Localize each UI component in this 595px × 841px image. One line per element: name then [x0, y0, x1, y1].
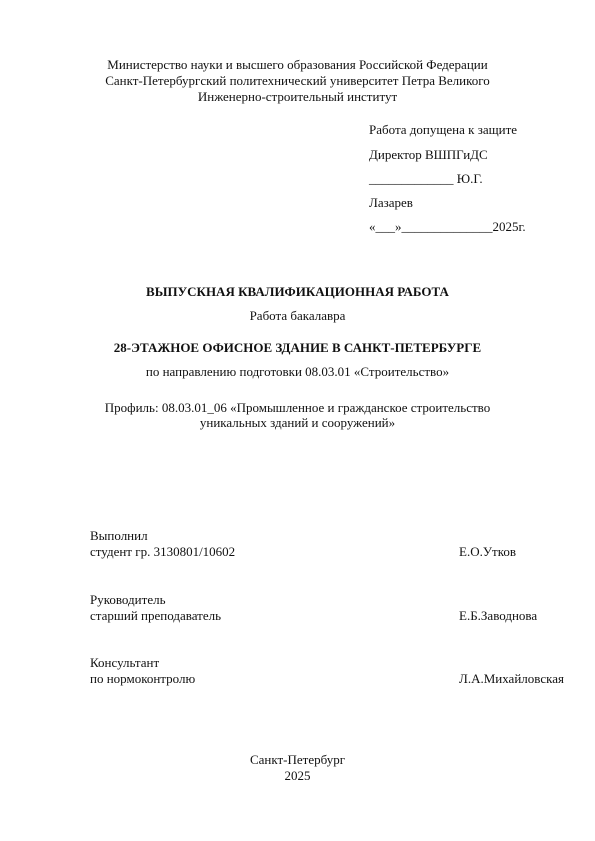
institute-name: Инженерно-строительный институт [197, 89, 398, 104]
profile-line-2: уникальных зданий и сооружений» [199, 415, 396, 430]
footer-city: Санкт-Петербург [249, 752, 346, 767]
signature-position: студент гр. 3130801/10602 [90, 544, 236, 559]
signature-role: Консультант [90, 655, 160, 670]
signature-name: Е.Б.Заводнова [459, 608, 538, 623]
approval-date-line: «___»______________2025г. [369, 219, 526, 234]
footer-year: 2025 [284, 768, 311, 783]
signature-position: старший преподаватель [90, 608, 222, 623]
approval-surname: Лазарев [369, 195, 413, 210]
approval-signature-line: _____________ Ю.Г. [369, 171, 483, 186]
ministry-name: Министерство науки и высшего образования Российской Федерации [107, 57, 488, 72]
approval-director: Директор ВШПГиДС [369, 147, 488, 162]
signature-name: Л.А.Михайловская [459, 671, 564, 686]
university-name: Санкт-Петербургский политехнический университет Петра Великого [105, 73, 490, 88]
signature-name: Е.О.Утков [459, 544, 517, 559]
approval-admitted: Работа допущена к защите [369, 122, 518, 137]
signature-role: Руководитель [90, 592, 166, 607]
thesis-topic: 28-ЭТАЖНОЕ ОФИСНОЕ ЗДАНИЕ В САНКТ-ПЕТЕРБУРГЕ [113, 340, 482, 355]
signature-position: по нормоконтролю [90, 671, 196, 686]
signature-role: Выполнил [90, 528, 148, 543]
degree-label: Работа бакалавра [249, 308, 346, 323]
profile-line-1: Профиль: 08.03.01_06 «Промышленное и гражданское строительство [104, 400, 491, 415]
study-direction: по направлению подготовки 08.03.01 «Строительство» [145, 364, 450, 379]
work-type-heading: ВЫПУСКНАЯ КВАЛИФИКАЦИОННАЯ РАБОТА [146, 284, 449, 299]
